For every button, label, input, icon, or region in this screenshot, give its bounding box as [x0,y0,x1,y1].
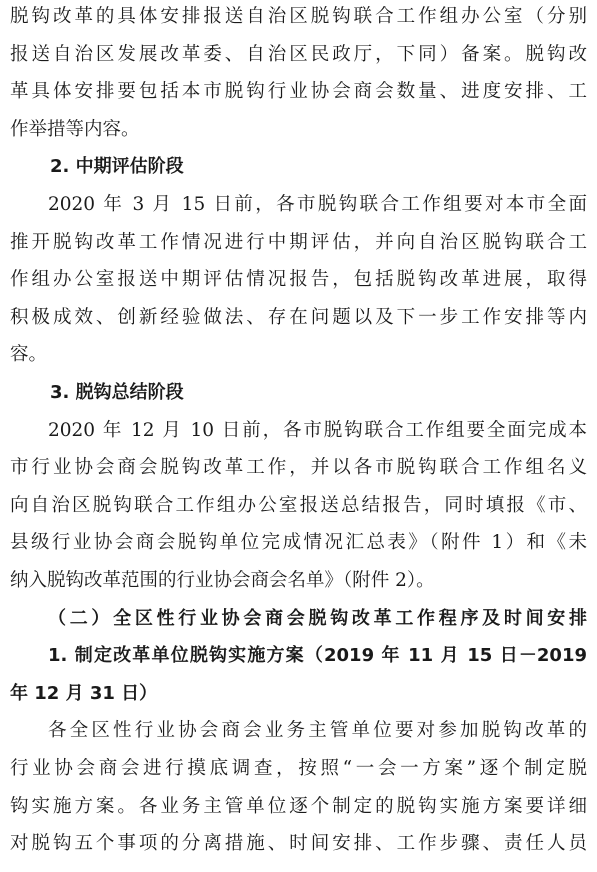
text-line: 积极成效、创新经验做法、存在问题以及下一步工作安排等内 [10,306,587,328]
text-line: 报送自治区发展改革委、自治区民政厅，下同）备案。脱钩改 [10,43,587,65]
subsection-heading-cont: 年 12 月 31 日） [10,682,158,704]
text-line: 钩实施方案。各业务主管单位逐个制定的脱钩实施方案要详细 [10,795,587,817]
text-line: 脱钩改革的具体安排报送自治区脱钩联合工作组办公室（分别 [10,6,587,27]
text-line: 作举措等内容。 [10,118,140,140]
text-line: 革具体安排要包括本市脱钩行业协会商会数量、进度安排、工 [10,81,587,103]
text-line: 纳入脱钩改革范围的行业协会商会名单》（附件 2）。 [10,570,435,591]
section-heading: 3. 脱钩总结阶段 [50,382,184,403]
text-line: 各全区性行业协会商会业务主管单位要对参加脱钩改革的 [48,720,587,742]
text-line: 推开脱钩改革工作情况进行中期评估，并向自治区脱钩联合工 [10,231,587,253]
text-line: 行业协会商会进行摸底调查，按照“一会一方案”逐个制定脱 [10,758,587,779]
text-line: 向自治区脱钩联合工作组办公室报送总结报告，同时填报《市、 [10,494,587,516]
text-line: 容。 [10,344,48,366]
subsection-heading: 1. 制定改革单位脱钩实施方案（2019 年 11 月 15 日－2019 [48,645,587,667]
text-line: 作组办公室报送中期评估情况报告，包括脱钩改革进展，取得 [10,269,587,291]
text-line: 县级行业协会商会脱钩单位完成情况汇总表》（附件 1）和《未 [10,532,587,554]
section-heading: 2. 中期评估阶段 [50,156,184,178]
text-line: 市行业协会商会脱钩改革工作，并以各市脱钩联合工作组名义 [10,457,587,479]
text-line: 2020 年 3 月 15 日前，各市脱钩联合工作组要对本市全面 [48,194,587,215]
text-line: 2020 年 12 月 10 日前，各市脱钩联合工作组要全面完成本 [48,419,587,441]
text-line: 对脱钩五个事项的分离措施、时间安排、工作步骤、责任人员 [10,833,587,855]
section-heading: （二）全区性行业协会商会脱钩改革工作程序及时间安排 [48,607,587,629]
